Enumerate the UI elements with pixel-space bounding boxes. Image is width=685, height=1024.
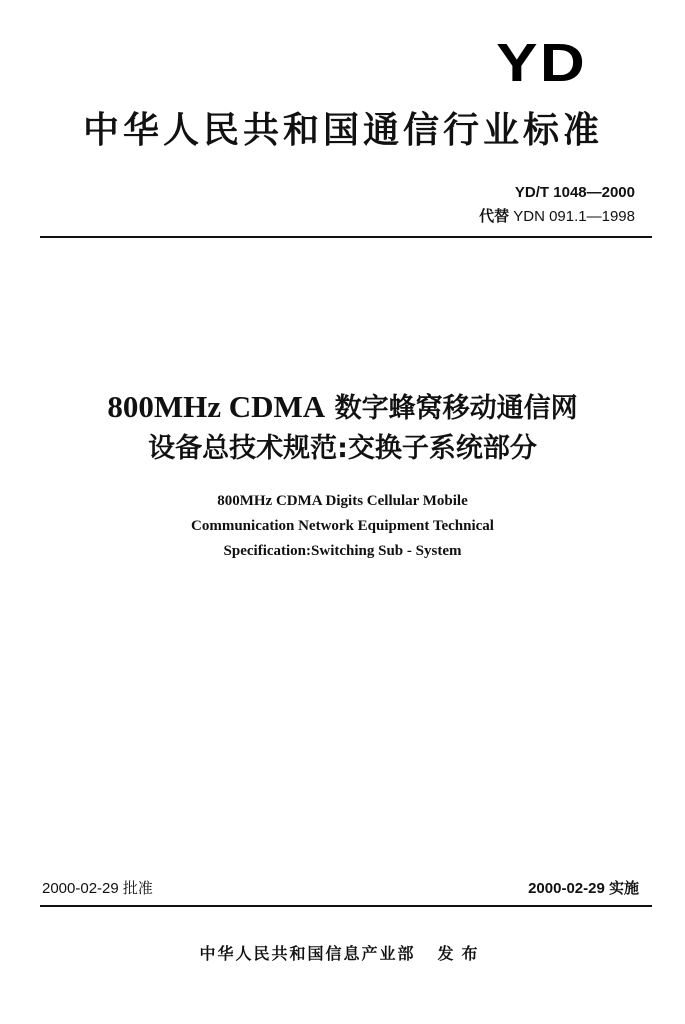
bottom-divider xyxy=(40,905,652,907)
approval-date-value: 2000-02-29 xyxy=(42,880,119,897)
main-title-line-2: 设备总技术规范:交换子系统部分 xyxy=(148,433,537,464)
organization-title: 中华人民共和国通信行业标准 xyxy=(82,110,603,151)
main-title-line-1 xyxy=(0,387,685,429)
replaces-code: YDN 091.1—1998 xyxy=(513,208,635,225)
top-divider xyxy=(40,236,652,238)
english-title-line-1: 800MHz CDMA Digits Cellular Mobile xyxy=(217,493,468,509)
main-title-latin: 800MHz CDMA xyxy=(107,389,326,424)
approval-label: 批准 xyxy=(122,880,153,897)
effective-date-value: 2000-02-29 xyxy=(528,880,605,897)
replaces-label: 代替 xyxy=(479,208,510,225)
replaces-line xyxy=(479,205,635,229)
issuer-name: 中华人民共和国信息产业部 xyxy=(199,944,416,963)
publish-label: 发布 xyxy=(437,944,486,963)
effective-label: 实施 xyxy=(608,880,639,897)
main-title-cjk: 数字蜂窝移动通信网 xyxy=(334,393,578,424)
yd-logo: YD xyxy=(496,33,587,93)
english-title xyxy=(0,489,685,564)
issuer-line xyxy=(0,943,685,965)
effective-date xyxy=(528,879,639,899)
english-title-line-2: Communication Network Equipment Technical xyxy=(191,518,494,534)
standard-code-block xyxy=(479,181,635,229)
standard-code: YD/T 1048—2000 xyxy=(514,184,635,201)
english-title-line-3: Specification:Switching Sub - System xyxy=(223,543,462,559)
approval-date xyxy=(42,879,153,899)
main-title xyxy=(0,387,685,469)
